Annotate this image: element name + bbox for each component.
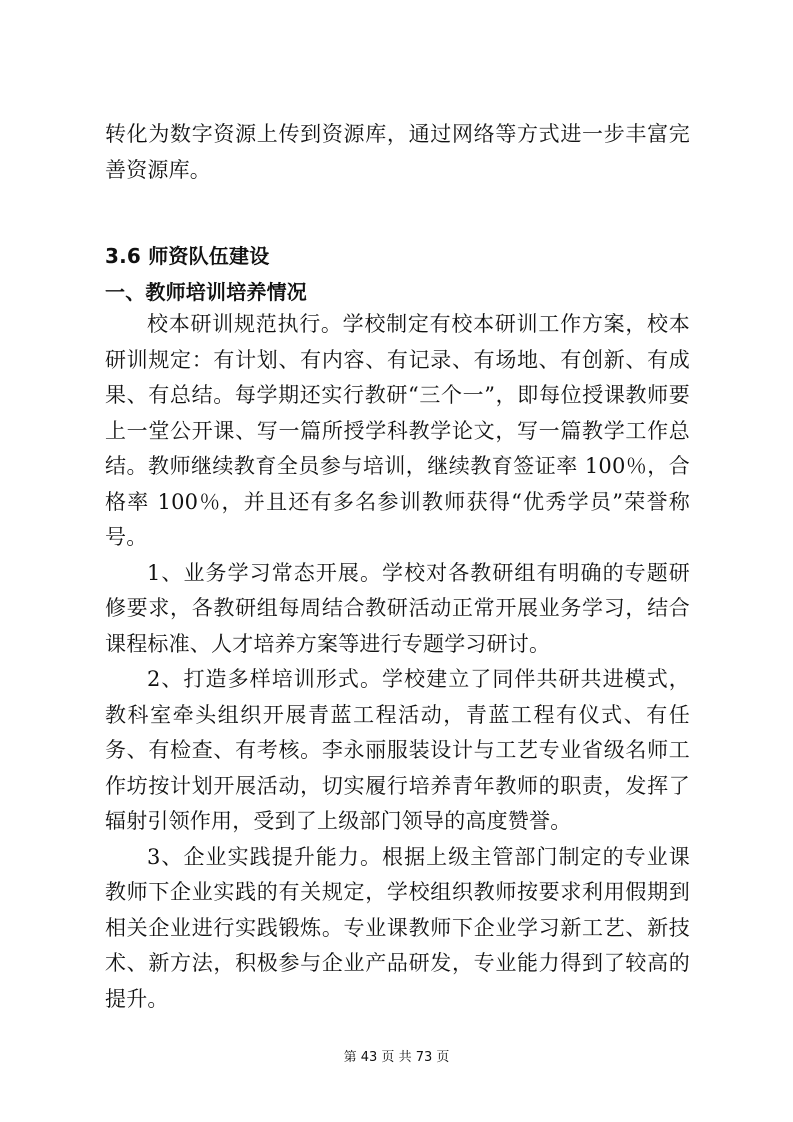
body-paragraph-3: 2、打造多样培训形式。学校建立了同伴共研共进模式，教科室牵头组织开展青蓝工程活动，青蓝工程有仪式、有任务、有检查、有考核。李永丽服装设计与工艺专业省级名师工作坊按计划开展活动，切实履行培养青年教师的职责，发挥了辐射引领作用，受到了上级部门领导的高度赞誉。: [105, 667, 690, 833]
subsection-title: 一、教师培训培养情况: [105, 280, 307, 304]
section-title: 3.6 师资队伍建设: [105, 244, 270, 268]
intro-block: [105, 117, 690, 188]
section-block: [105, 241, 690, 1017]
page-footer: 第 43 页 共 73 页: [343, 1050, 450, 1065]
body-paragraph-4: 3、企业实践提升能力。根据上级主管部门制定的专业课教师下企业实践的有关规定，学校组织教师按要求利用假期到相关企业进行实践锻炼。专业课教师下企业学习新工艺、新技术、新方法，积极参与企业产品研发，专业能力得到了较高的提升。: [105, 844, 690, 1011]
body-paragraph-1: 校本研训规范执行。学校制定有校本研训工作方案，校本研训规定：有计划、有内容、有记录、有场地、有创新、有成果、有总结。每学期还实行教研“三个一”，即每位授课教师要上一堂公开课、写一篇所授学科教学论文，写一篇教学工作总结。教师继续教育全员参与培训，继续教育签证率 100％，合格率 100％，并且还有多名参训教师获得“优秀学员”荣誉称号。: [105, 312, 690, 549]
body-paragraph-2: 1、业务学习常态开展。学校对各教研组有明确的专题研修要求，各教研组每周结合教研活动正常开展业务学习，结合课程标准、人才培养方案等进行专题学习研讨。: [105, 560, 690, 656]
intro-paragraph: 转化为数字资源上传到资源库，通过网络等方式进一步丰富完善资源库。: [105, 122, 690, 182]
